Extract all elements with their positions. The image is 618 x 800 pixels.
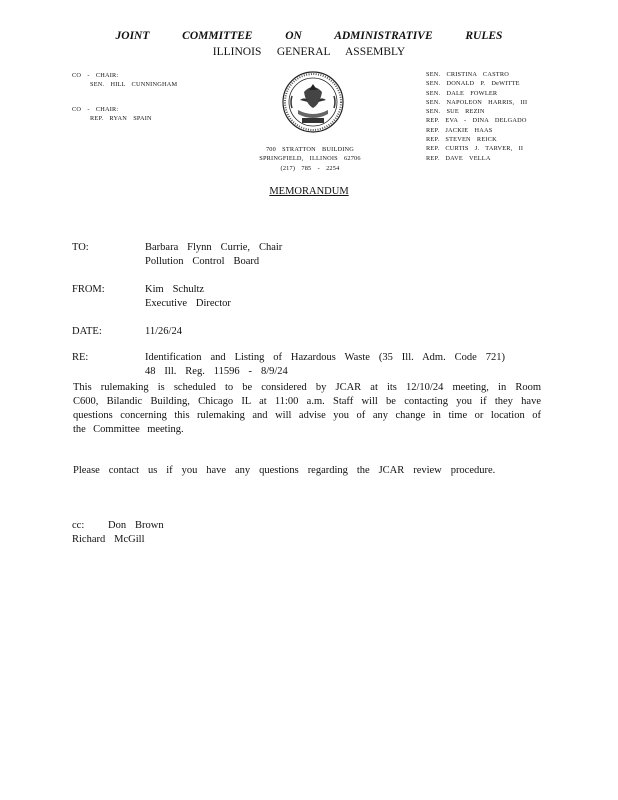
re-label: RE: (72, 352, 89, 363)
member-item: REP. CURTIS J. TARVER, II (426, 145, 524, 153)
body-paragraph: Please contact us if you have any questions regarding the JCAR review procedure. (73, 465, 496, 476)
cc-recipient: Don Brown (108, 520, 164, 531)
co-chair-name: SEN. HILL CUNNINGHAM (90, 81, 178, 89)
member-item: REP. EVA - DINA DELGADO (426, 117, 527, 125)
address-line: (217) 785 - 2254 (280, 164, 340, 172)
from-line: Kim Schultz (145, 284, 205, 295)
member-item: SEN. CRISTINA CASTRO (426, 71, 509, 78)
to-label: TO: (72, 242, 89, 253)
member-item: SEN. DONALD P. DeWITTE (426, 80, 520, 88)
member-item: REP. JACKIE HAAS (426, 126, 493, 134)
address-block (222, 145, 398, 173)
co-chair-name: REP. RYAN SPAIN (90, 114, 152, 122)
re-line: Identification and Listing of Hazardous Waste (35 Ill. Adm. Code 721) (145, 352, 505, 363)
re-line: 48 Ill. Reg. 11596 - 8/9/24 (145, 366, 288, 377)
address-line: 700 STRATTON BUILDING (265, 146, 355, 153)
member-item: REP. STEVEN REICK (426, 136, 497, 144)
to-line: Pollution Control Board (145, 256, 260, 267)
member-item: REP. DAVE VELLA (426, 154, 491, 162)
co-chair-label: CO - CHAIR: (72, 105, 119, 113)
committee-title: JOINT COMMITTEE ON ADMINISTRATIVE RULES (115, 30, 503, 42)
date-value: 11/26/24 (145, 326, 182, 337)
co-chair-label: CO - CHAIR: (72, 72, 119, 79)
co-chairs-block (72, 71, 177, 123)
cc-recipient: Richard McGill (72, 534, 145, 545)
from-label: FROM: (72, 284, 105, 295)
body-paragraph: This rulemaking is scheduled to be considered by JCAR at its 12/10/24 meeting, in Room C600, Bilandic Building, Chicago IL at 11:00 a.m. Staff will be contacting you if they have questions concerning this rulemaking and will advise you of any change in time or location of the Committee meeting. (73, 382, 541, 435)
from-line: Executive Director (145, 298, 231, 309)
member-item: SEN. NAPOLEON HARRIS, III (426, 98, 528, 106)
date-label: DATE: (72, 326, 102, 337)
illinois-state-seal-icon (276, 70, 350, 134)
to-line: Barbara Flynn Currie, Chair (145, 242, 283, 253)
cc-label: cc: (72, 520, 85, 531)
member-item: SEN. DALE FOWLER (426, 89, 498, 97)
member-item: SEN. SUE REZIN (426, 108, 485, 116)
assembly-subtitle: ILLINOIS GENERAL ASSEMBLY (212, 46, 406, 58)
memo-title: MEMORANDUM (269, 186, 349, 197)
address-line: SPRINGFIELD, ILLINOIS 62706 (259, 155, 361, 163)
members-list (426, 70, 527, 163)
